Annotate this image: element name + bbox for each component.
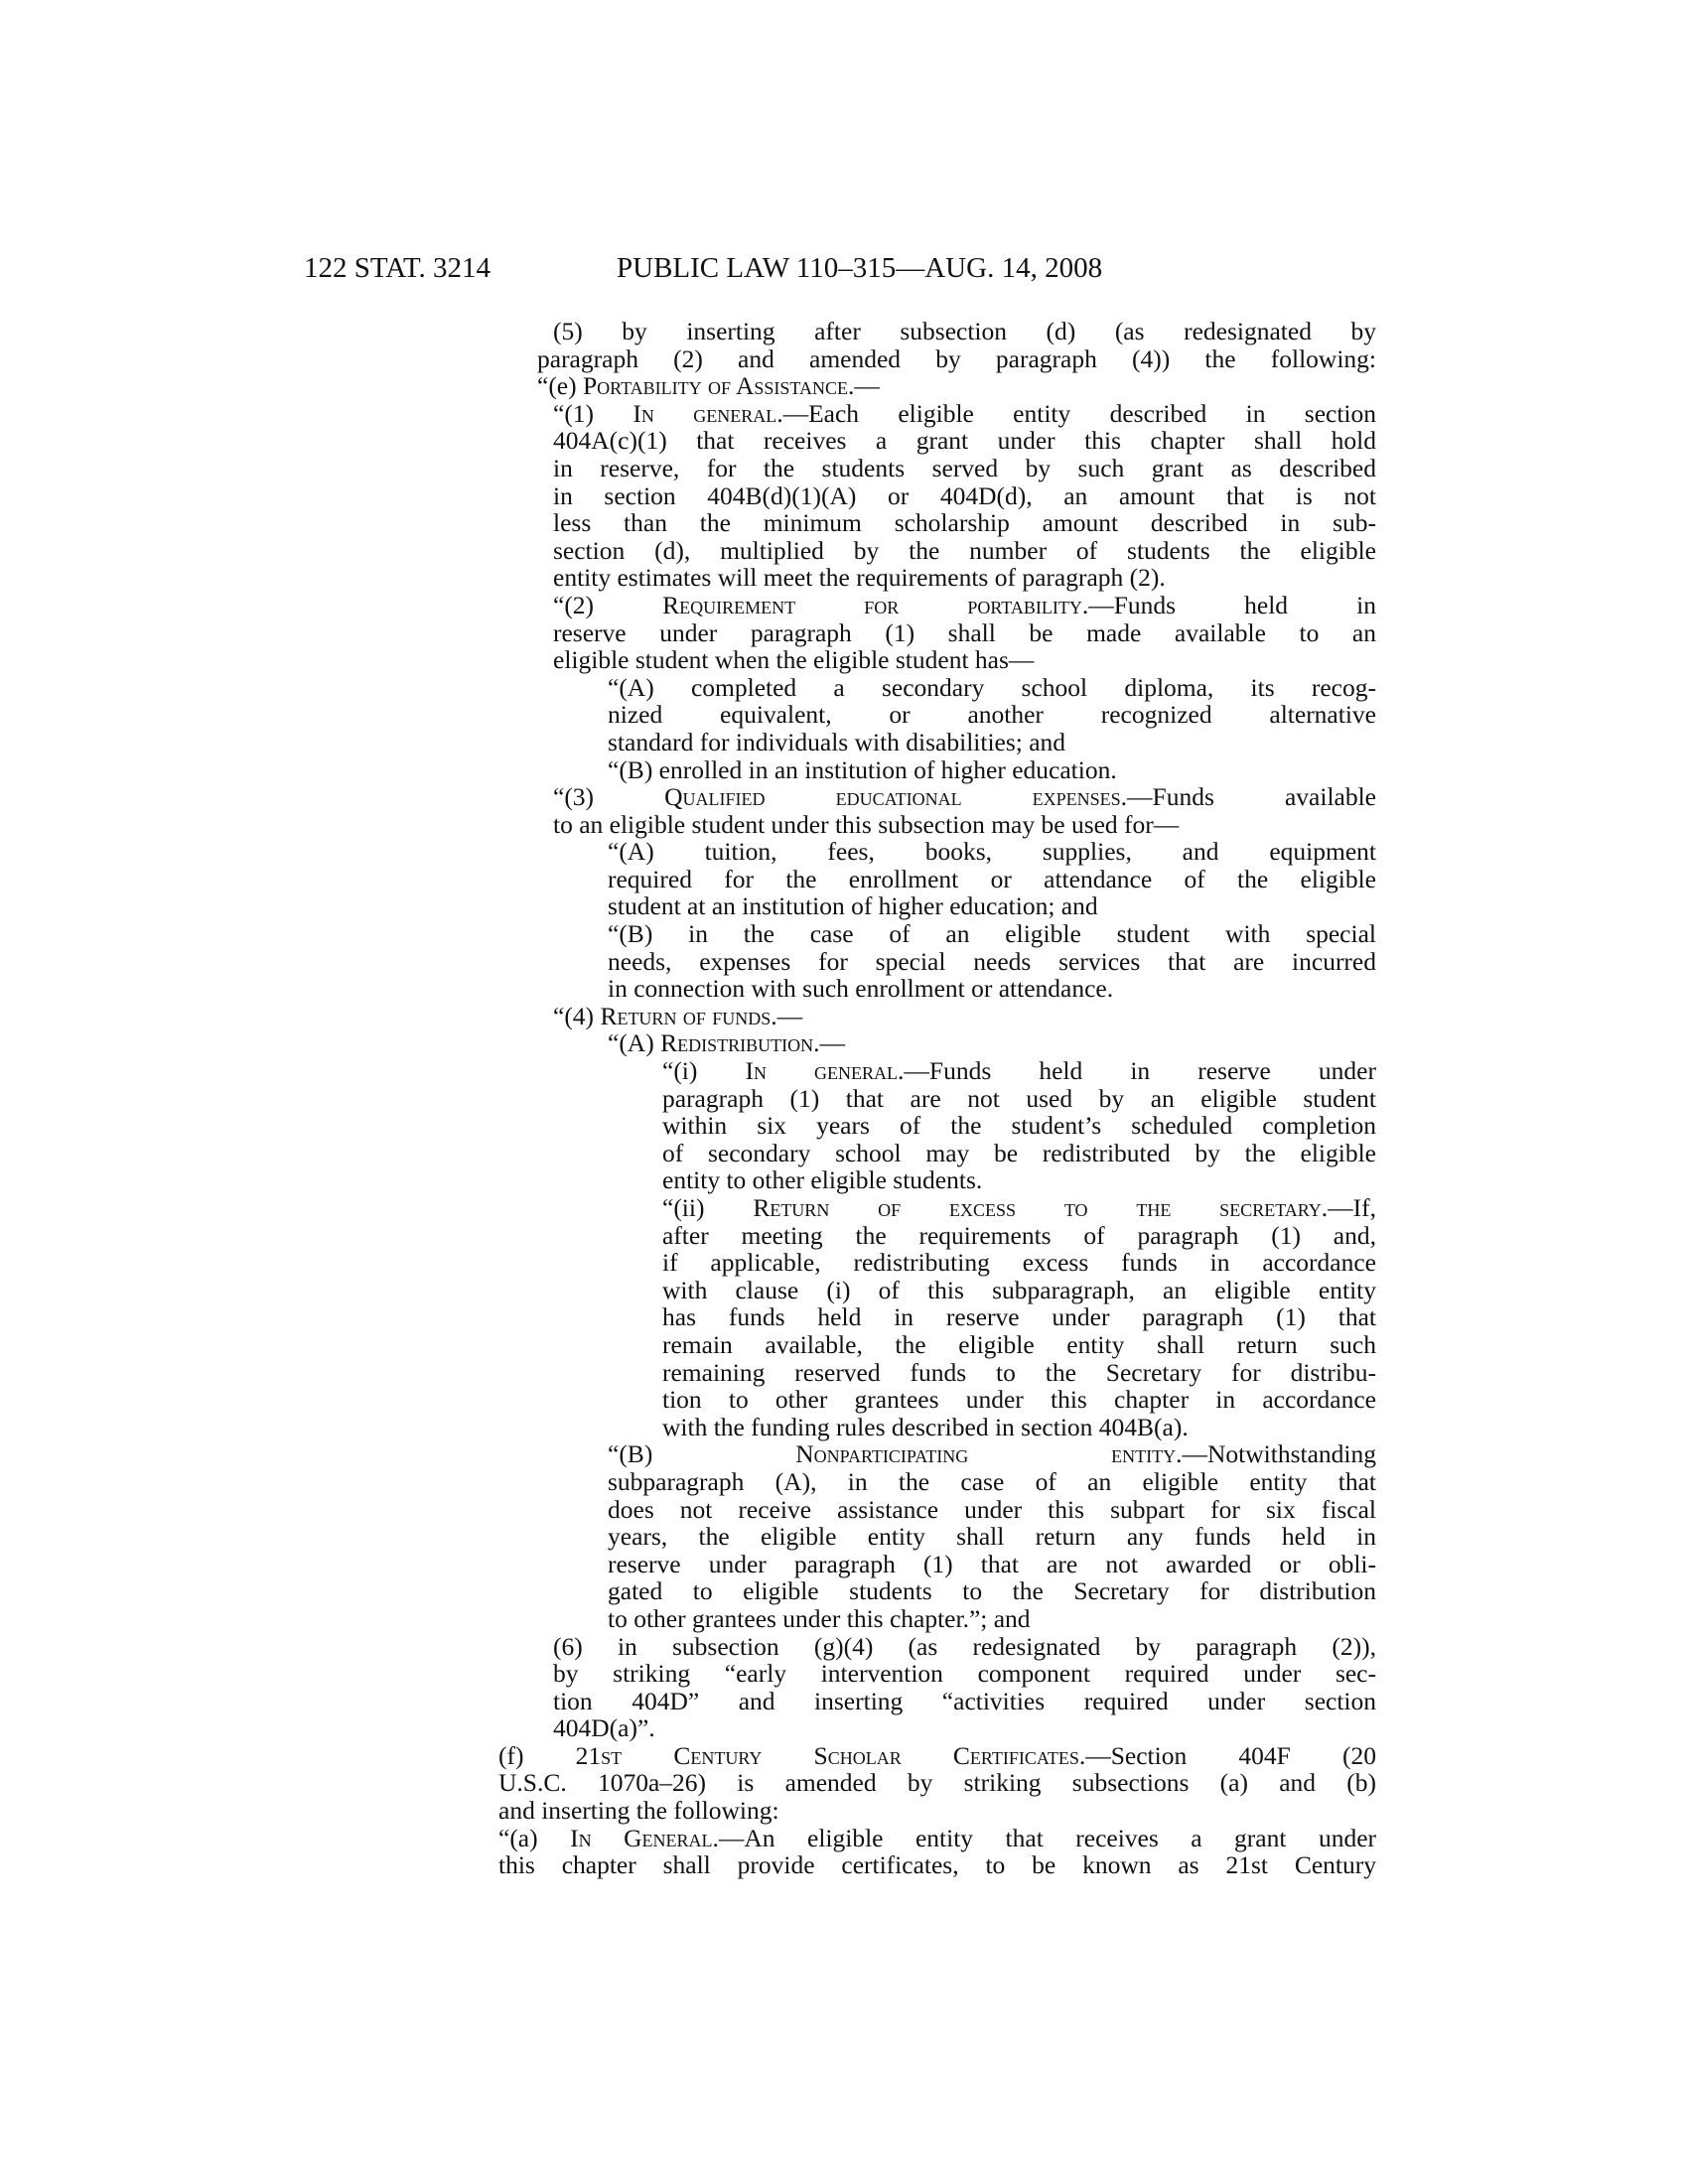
section-heading: Return of excess to the secretary xyxy=(753,1193,1322,1222)
text-line: remaining reserved funds to the Secretary for distribu- xyxy=(662,1357,1376,1387)
text-line: in connection with such enrollment or attendance. xyxy=(608,974,1114,1004)
text-line: “(2) Requirement for portability.—Funds held in xyxy=(553,590,1376,619)
text-line: eligible student when the eligible student has— xyxy=(553,645,1035,675)
text-line: entity estimates will meet the requirements of paragraph (2). xyxy=(553,563,1166,593)
text-line: “(B) in the case of an eligible student with special xyxy=(608,919,1376,949)
text-line: within six years of the student’s scheduled completion xyxy=(662,1111,1376,1141)
text-line: (f) 21st Century Scholar Certificates.—Section 404F (20 xyxy=(498,1740,1376,1770)
page-header xyxy=(0,248,1688,288)
text-line: gated to eligible students to the Secretary for distribution xyxy=(608,1576,1376,1606)
text-line: “(A) completed a secondary school diploma, its recog- xyxy=(608,672,1376,702)
text-line: remain available, the eligible entity shall return such xyxy=(662,1329,1376,1359)
text-line: tion 404D” and inserting “activities required under section xyxy=(553,1686,1376,1715)
statute-page-number: 122 STAT. 3214 xyxy=(304,252,492,284)
text-line: “(B) Nonparticipating entity.—Notwithstanding xyxy=(608,1439,1377,1469)
section-heading: Requirement for portability xyxy=(662,590,1082,619)
text-line: “(A) tuition, fees, books, supplies, and equipment xyxy=(608,837,1376,867)
text-line: reserve under paragraph (1) that are not awarded or obli- xyxy=(608,1549,1376,1578)
text-line: if applicable, redistributing excess funds in accordance xyxy=(662,1248,1376,1278)
section-heading: Portability of Assistance xyxy=(583,371,848,401)
text-line: with the funding rules described in section 404B(a). xyxy=(662,1412,1189,1441)
text-line: entity to other eligible students. xyxy=(662,1165,983,1195)
text-line: in section 404B(d)(1)(A) or 404D(d), an amount that is not xyxy=(553,480,1376,510)
text-line: this chapter shall provide certificates, to be known as 21st Century xyxy=(498,1850,1376,1880)
text-line: “(1) In general.—Each eligible entity described in section xyxy=(553,398,1376,428)
text-line: “(a) In General.—An eligible entity that receives a grant under xyxy=(498,1823,1376,1852)
text-line: and inserting the following: xyxy=(498,1796,779,1826)
text-line: required for the enrollment or attendance of the eligible xyxy=(608,864,1376,893)
text-line: years, the eligible entity shall return any funds held in xyxy=(608,1522,1376,1552)
statute-body-text xyxy=(498,318,1376,1879)
text-line: of secondary school may be redistributed by the eligible xyxy=(662,1138,1376,1167)
text-line: with clause (i) of this subparagraph, an eligible entity xyxy=(662,1275,1376,1304)
text-line: section (d), multiplied by the number of students the eligible xyxy=(553,535,1376,565)
section-heading: In general xyxy=(633,398,777,428)
text-line: “(e) Portability of Assistance.— xyxy=(537,371,880,401)
text-line: reserve under paragraph (1) shall be made available to an xyxy=(553,617,1376,647)
text-line: “(B) enrolled in an institution of higher education. xyxy=(608,754,1117,784)
text-line: to an eligible student under this subsection may be used for— xyxy=(553,809,1180,839)
text-line: (5) by inserting after subsection (d) (as redesignated by xyxy=(553,317,1376,345)
text-line: “(3) Qualified educational expenses.—Funds available xyxy=(553,782,1376,812)
section-heading: Return of funds xyxy=(600,1001,772,1030)
section-heading: In General xyxy=(570,1823,713,1852)
section-heading: Qualified educational expenses xyxy=(664,782,1121,812)
text-line: paragraph (2) and amended by paragraph (4)) the following: xyxy=(537,343,1376,373)
text-line: needs, expenses for special needs services that are incurred xyxy=(608,946,1376,976)
section-heading: Nonparticipating entity xyxy=(795,1439,1177,1469)
text-line: paragraph (1) that are not used by an eligible student xyxy=(662,1083,1376,1113)
text-line: subparagraph (A), in the case of an eligible entity that xyxy=(608,1466,1376,1496)
text-line: (6) in subsection (g)(4) (as redesignated by paragraph (2)), xyxy=(553,1631,1376,1661)
text-line: standard for individuals with disabilities; and xyxy=(608,727,1066,756)
text-line: U.S.C. 1070a–26) is amended by striking subsections (a) and (b) xyxy=(498,1768,1376,1798)
section-heading: 21st Century Scholar Certificates xyxy=(575,1740,1079,1770)
public-law-citation: PUBLIC LAW 110–315—AUG. 14, 2008 xyxy=(617,252,1103,284)
text-line: 404D(a)”. xyxy=(553,1713,655,1743)
text-line: in reserve, for the students served by such grant as described xyxy=(553,453,1376,482)
text-line: by striking “early intervention component required under sec- xyxy=(553,1659,1376,1689)
section-heading: Redistribution xyxy=(660,1028,814,1058)
text-line: does not receive assistance under this subpart for six fiscal xyxy=(608,1494,1376,1524)
text-line: 404A(c)(1) that receives a grant under this chapter shall hold xyxy=(553,426,1376,456)
text-line: tion to other grantees under this chapter in accordance xyxy=(662,1385,1376,1415)
text-line: “(ii) Return of excess to the secretary.—If, xyxy=(662,1193,1376,1222)
text-line: nized equivalent, or another recognized alternative xyxy=(608,700,1376,730)
text-line: after meeting the requirements of paragraph (1) and, xyxy=(662,1220,1376,1250)
text-line: “(A) Redistribution.— xyxy=(608,1028,845,1058)
text-line: “(i) In general.—Funds held in reserve under xyxy=(662,1056,1376,1086)
text-line: “(4) Return of funds.— xyxy=(553,1001,803,1030)
text-line: has funds held in reserve under paragraph (1) that xyxy=(662,1302,1376,1332)
section-heading: In general xyxy=(745,1056,899,1086)
text-line: student at an institution of higher education; and xyxy=(608,891,1098,921)
text-line: less than the minimum scholarship amount described in sub- xyxy=(553,508,1376,538)
text-line: to other grantees under this chapter.”; and xyxy=(608,1603,1031,1633)
